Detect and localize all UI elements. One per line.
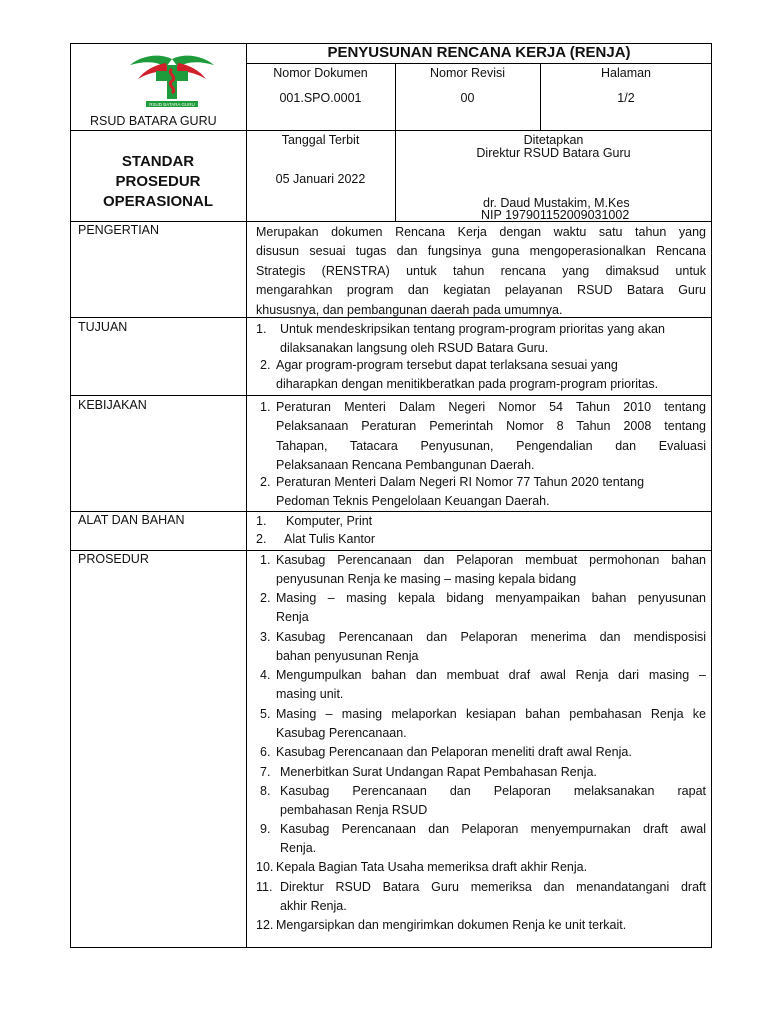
item-line: Peraturan Menteri Dalam Negeri RI Nomor 77 Tahun 2020 tentang [276, 475, 645, 489]
item-number: 6. [260, 745, 271, 759]
item-number: 12. [256, 918, 274, 932]
list-item [256, 858, 706, 877]
nomor-dokumen-value: 001.SPO.0001 [279, 91, 362, 105]
item-line: Kasubag Perencanaan dan Pelaporan menerima dan mendisposisi [276, 630, 706, 644]
item-line: Kasubag Perencanaan dan Pelaporan melaksanakan rapat [280, 784, 706, 798]
label-prosedur: PROSEDUR [78, 552, 149, 566]
item-number: 9. [260, 822, 271, 836]
item-number: 1. [256, 514, 267, 528]
item-number: 1. [260, 553, 271, 567]
tanggal-terbit-value: 05 Januari 2022 [275, 172, 366, 186]
list-item [256, 589, 706, 628]
tanggal-terbit-label: Tanggal Terbit [281, 133, 360, 147]
halaman-value: 1/2 [617, 91, 635, 105]
list-item [256, 628, 706, 667]
item-line: Kasubag Perencanaan. [276, 726, 407, 741]
item-line: Kasubag Perencanaan dan Pelaporan membuat permohonan bahan [276, 553, 706, 567]
pengertian-line: Merupakan dokumen Rencana Kerja dengan waktu satu tahun yang [256, 225, 706, 239]
item-number: 2. [260, 591, 271, 605]
item-number: 11. [256, 880, 273, 894]
ditetapkan-by: Direktur RSUD Batara Guru [476, 146, 631, 160]
list-item [256, 398, 706, 476]
row-line-kebijakan [70, 395, 712, 396]
nomor-revisi-value: 00 [460, 91, 475, 105]
item-number: 4. [260, 668, 271, 682]
list-item [256, 666, 706, 705]
item-line: Untuk mendeskripsikan tentang program-program prioritas yang akan [280, 322, 665, 336]
item-line: diharapkan dengan menitikberatkan pada program-program prioritas. [276, 377, 659, 392]
sop-document [70, 43, 712, 948]
hospital-logo [124, 51, 220, 111]
sop-label-1: STANDAR [121, 153, 195, 170]
item-line: Peraturan Menteri Dalam Negeri Nomor 54 Tahun 2010 tentang [276, 400, 706, 414]
pengertian-line: disusun sesuai tugas dan fungsinya guna mengoperasionalkan Rencana [256, 244, 706, 259]
item-line: Kasubag Perencanaan dan Pelaporan meneliti draft awal Renja. [276, 745, 632, 759]
item-line: Direktur RSUD Batara Guru memeriksa dan menandatangani draft [280, 880, 706, 894]
item-line: penyusunan Renja ke masing – masing kepala bidang [276, 572, 577, 587]
hospital-name: RSUD BATARA GURU [90, 114, 217, 128]
item-line: Renja. [280, 841, 317, 856]
border-bottom [70, 947, 712, 948]
signatory-nip: NIP 197901152009031002 [481, 208, 630, 222]
logo-caption: RSUD BATARA GURU [149, 102, 195, 107]
pengertian-line: khususnya, dan pembangunan daerah pada umumnya. [256, 302, 563, 317]
item-line: masing unit. [276, 687, 344, 702]
item-line: Kasubag Perencanaan dan Pelaporan menyempurnakan draft awal [280, 822, 706, 836]
list-item [256, 512, 706, 531]
item-line: Agar program-program tersebut dapat terlaksana sesuai yang [276, 358, 618, 372]
list-item [256, 705, 706, 744]
list-item [256, 763, 706, 782]
list-item [256, 916, 706, 935]
label-tujuan: TUJUAN [78, 320, 128, 334]
border-right [711, 43, 712, 948]
item-number: 1. [260, 400, 271, 414]
title-underline [246, 63, 712, 64]
item-number: 5. [260, 707, 271, 721]
ditetapkan-label: Ditetapkan [523, 133, 584, 147]
label-alat-dan-bahan: ALAT DAN BAHAN [78, 513, 185, 527]
list-item [256, 743, 706, 762]
item-line: akhir Renja. [280, 899, 347, 914]
list-item [256, 356, 706, 395]
halaman-label: Halaman [600, 66, 652, 80]
item-line: Masing – masing kepala bidang menyampaikan bahan penyusunan [276, 591, 706, 605]
pengertian-line: mengarahkan program dan kegiatan pelayanan RSUD Batara Guru [256, 283, 706, 298]
item-line: Tahapan, Tatacara Penyusunan, Pengendalian dan Evaluasi [276, 438, 706, 453]
list-item [256, 530, 706, 549]
item-line: Pedoman Teknis Pengelolaan Keuangan Daerah. [276, 494, 550, 509]
item-line: bahan penyusunan Renja [276, 649, 419, 664]
label-kebijakan: KEBIJAKAN [78, 398, 147, 412]
item-line: dilaksanakan langsung oleh RSUD Batara Guru. [280, 341, 549, 356]
item-number: 10. [256, 860, 274, 874]
item-line: Komputer, Print [286, 514, 373, 528]
item-number: 3. [260, 630, 271, 644]
item-line: Pelaksanaan Peraturan Pemerintah Nomor 8 Tahun 2008 tentang [276, 419, 706, 434]
sop-label-2: PROSEDUR [115, 173, 201, 190]
row-line-header [70, 130, 712, 131]
item-number: 2. [260, 475, 271, 489]
item-line: Masing – masing melaporkan kesiapan bahan pembahasan Renja ke [276, 707, 706, 721]
sop-label-3: OPERASIONAL [102, 193, 213, 210]
list-item [256, 473, 706, 512]
item-line: Mengumpulkan bahan dan membuat draf awal Renja dari masing – [276, 668, 706, 682]
nomor-revisi-label: Nomor Revisi [429, 66, 505, 80]
list-item [256, 551, 706, 590]
item-line: Menerbitkan Surat Undangan Rapat Pembahasan Renja. [280, 765, 597, 779]
signatory-name: dr. Daud Mustakim, M.Kes [483, 196, 630, 210]
label-pengertian: PENGERTIAN [78, 223, 160, 237]
item-line: Renja [276, 610, 309, 625]
item-number: 8. [260, 784, 271, 798]
pengertian-text [256, 223, 706, 320]
document-title: PENYUSUNAN RENCANA KERJA (RENJA) [327, 44, 631, 61]
item-number: 1. [256, 322, 267, 336]
list-item [256, 878, 706, 917]
list-item [256, 782, 706, 821]
item-number: 7. [260, 765, 271, 779]
item-line: Kepala Bagian Tata Usaha memeriksa draft akhir Renja. [276, 860, 588, 874]
item-line: Mengarsipkan dan mengirimkan dokumen Renja ke unit terkait. [276, 918, 627, 932]
list-item [256, 820, 706, 859]
item-line: Pelaksanaan Rencana Pembangunan Daerah. [276, 458, 535, 473]
nomor-dokumen-label: Nomor Dokumen [273, 66, 368, 80]
item-number: 2. [256, 532, 267, 546]
item-line: Alat Tulis Kantor [284, 532, 376, 546]
list-item [256, 320, 706, 359]
item-number: 2. [260, 358, 271, 372]
pengertian-line: Strategis (RENSTRA) untuk tahun rencana yang dimaksud untuk [256, 263, 706, 278]
item-line: pembahasan Renja RSUD [280, 803, 428, 818]
